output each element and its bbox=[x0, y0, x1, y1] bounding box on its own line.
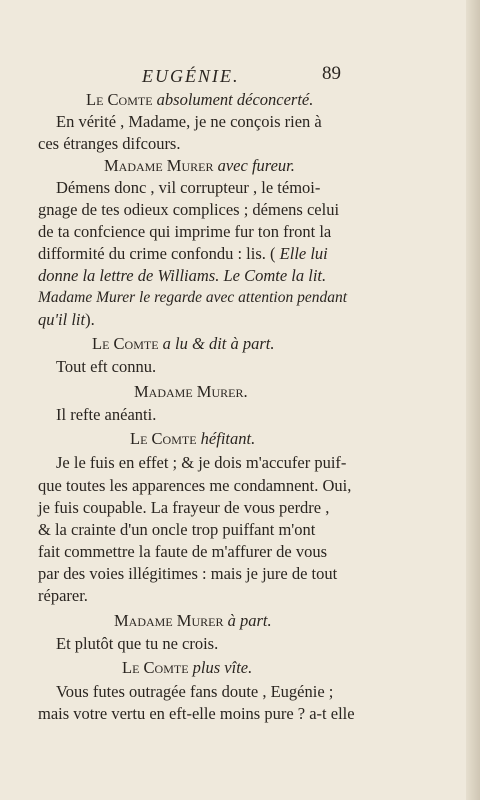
speaker-name: Madame Murer bbox=[104, 156, 214, 175]
speaker-name: Le Comte bbox=[122, 658, 189, 677]
speaker-line bbox=[122, 658, 252, 678]
text-line: de ta confcience qui imprime fur ton front la bbox=[38, 222, 332, 241]
text-run: difformité du crime confondu : lis. ( bbox=[38, 244, 276, 263]
text-line: Il refte anéanti. bbox=[56, 405, 157, 424]
running-title: EUGÉNIE. bbox=[142, 66, 240, 86]
text-line: Tout eft connu. bbox=[56, 357, 157, 376]
text-line: & la crainte d'un oncle trop puiffant m'ont bbox=[38, 520, 316, 539]
text-line: gnage de tes odieux complices ; démens celui bbox=[38, 200, 340, 219]
text-line bbox=[38, 244, 328, 264]
speaker-line bbox=[92, 334, 275, 354]
stage-direction-line bbox=[38, 288, 347, 308]
text-line: par des voies illégitimes : mais je jure de tout bbox=[38, 564, 338, 583]
speaker-line bbox=[104, 156, 295, 176]
speaker-name: Le Comte bbox=[86, 90, 153, 109]
stage-direction: Madame Murer le regarde avec attention pendant bbox=[38, 289, 348, 306]
stage-direction: avec fureur. bbox=[217, 156, 295, 175]
stage-direction: héfitant. bbox=[200, 429, 256, 448]
stage-direction: a lu & dit à part. bbox=[162, 334, 275, 353]
text-run: ). bbox=[85, 310, 95, 329]
stage-direction: donne la lettre de Williams. Le Comte la lit. bbox=[38, 266, 327, 285]
speaker-line bbox=[114, 611, 272, 631]
stage-direction-line bbox=[38, 266, 326, 286]
text-line: réparer. bbox=[38, 586, 88, 605]
page-number: 89 bbox=[322, 63, 341, 84]
speaker-line bbox=[130, 429, 255, 449]
text-line: Et plutôt que tu ne crois. bbox=[56, 634, 219, 653]
stage-direction: qu'il lit bbox=[38, 310, 86, 329]
text-line: Je le fuis en effet ; & je dois m'accufer puif- bbox=[56, 453, 347, 472]
text-line: je fuis coupable. La frayeur de vous perdre , bbox=[38, 498, 330, 517]
stage-direction-line bbox=[38, 310, 95, 330]
speaker-name: Madame Murer bbox=[114, 611, 224, 630]
stage-direction: à part. bbox=[227, 611, 272, 630]
stage-direction: Elle lui bbox=[279, 244, 328, 263]
page-edge bbox=[466, 0, 480, 800]
text-line: En vérité , Madame, je ne conçois rien à bbox=[56, 112, 322, 131]
speaker-name: Le Comte bbox=[92, 334, 159, 353]
speaker-name: Le Comte bbox=[130, 429, 197, 448]
speaker-name: Madame Murer. bbox=[134, 382, 248, 401]
stage-direction: plus vîte. bbox=[192, 658, 253, 677]
text-line: fait commettre la faute de m'affurer de vous bbox=[38, 542, 327, 561]
text-line: Démens donc , vil corrupteur , le témoi- bbox=[56, 178, 321, 197]
speaker-line bbox=[86, 90, 313, 110]
text-line: ces étranges difcours. bbox=[38, 134, 181, 153]
text-line: que toutes les apparences me condamnent. Oui, bbox=[38, 476, 352, 495]
text-line: Vous futes outragée fans doute , Eugénie ; bbox=[56, 682, 334, 701]
stage-direction: absolument déconcerté. bbox=[156, 90, 314, 109]
text-line: mais votre vertu en eft-elle moins pure ? a-t elle bbox=[38, 704, 355, 723]
